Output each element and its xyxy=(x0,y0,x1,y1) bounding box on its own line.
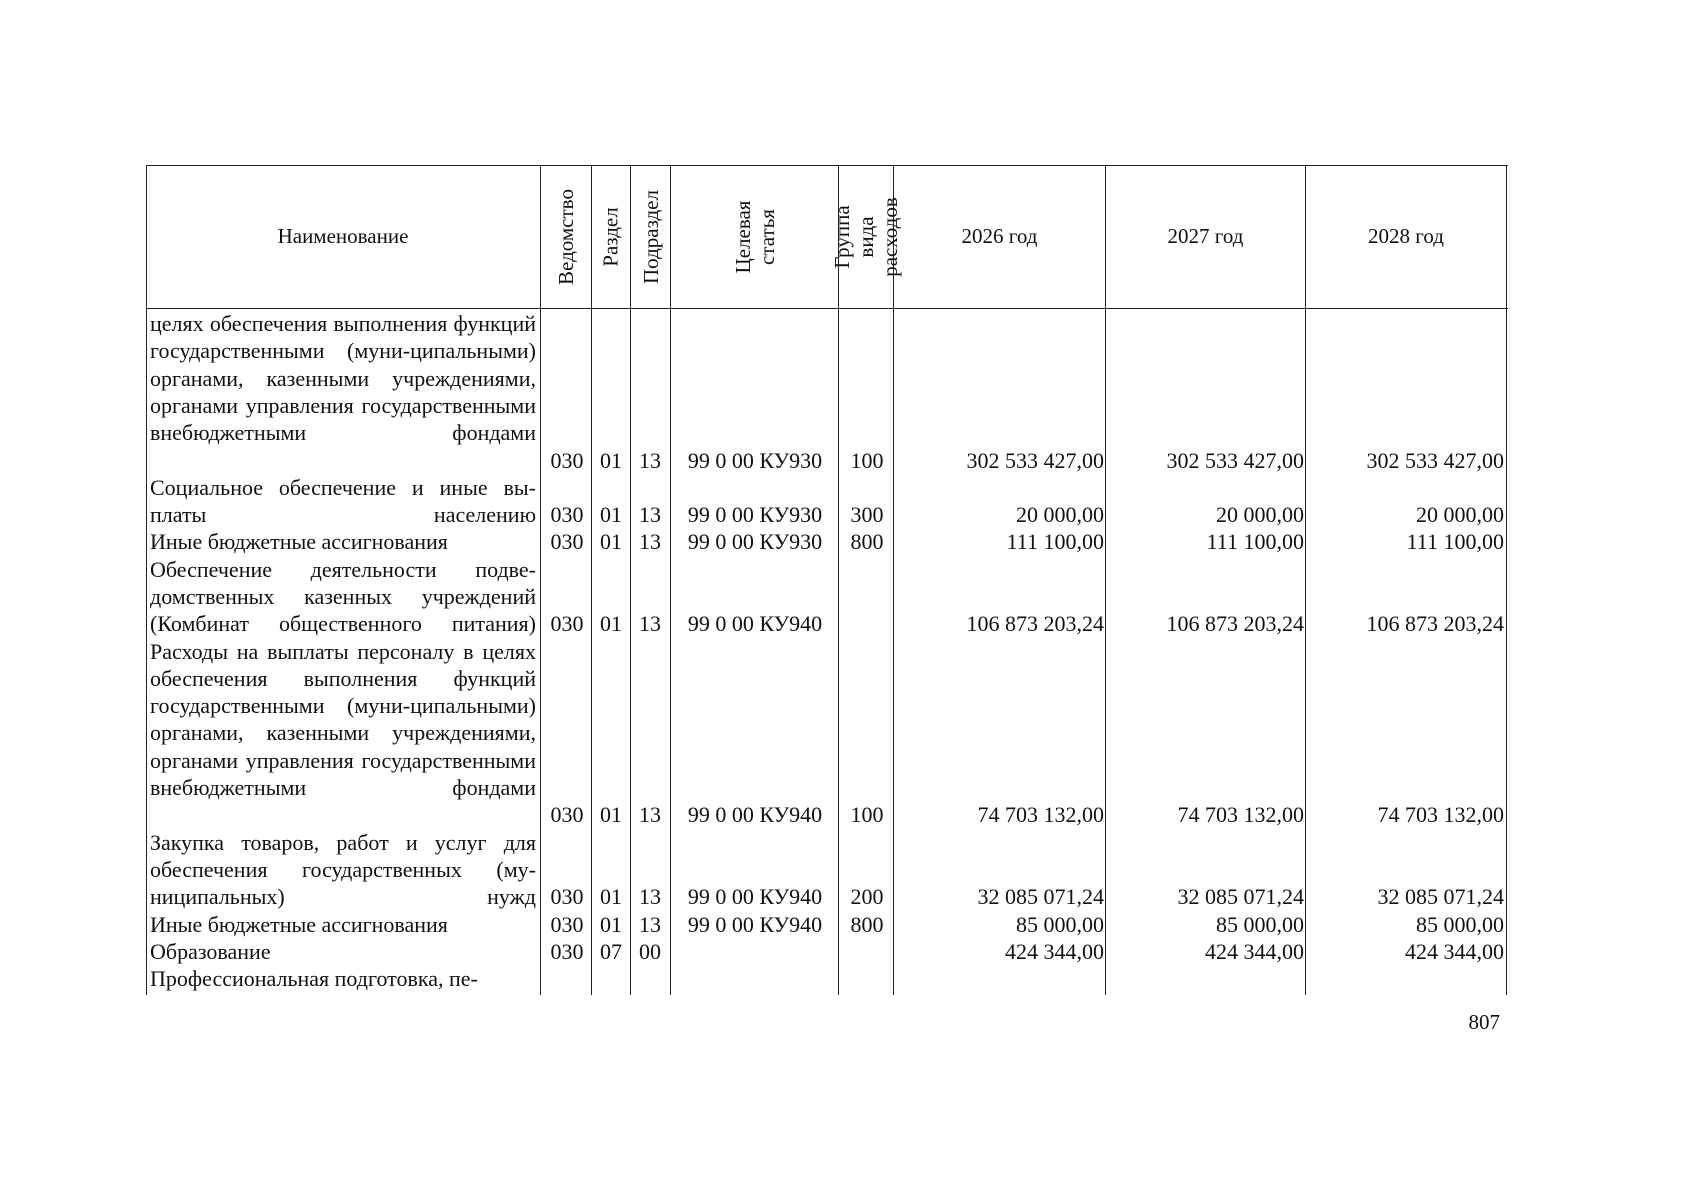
header-celevaya-statya: Целевая статья xyxy=(730,200,779,273)
razdel-cell: 01 xyxy=(600,802,622,828)
vedomstvo-cell: 030 xyxy=(550,447,584,473)
celevaya-cell: 99 0 00 КУ930 xyxy=(687,447,823,473)
gruppa-cell: 100 xyxy=(850,802,884,828)
amount-2027-cell: 302 533 427,00 xyxy=(1166,447,1304,473)
vedomstvo-cell: 030 xyxy=(550,911,584,937)
podrazdel-cell: 13 xyxy=(639,802,661,828)
table-row xyxy=(146,911,1508,938)
vedomstvo-cell: 030 xyxy=(550,529,584,555)
header-2027: 2027 год xyxy=(1167,224,1244,248)
celevaya-cell: 99 0 00 КУ930 xyxy=(687,502,823,528)
amount-2026-cell: 106 873 203,24 xyxy=(966,611,1104,637)
razdel-cell: 01 xyxy=(600,529,622,555)
row-name: Закупка товаров, работ и услуг для обеспечения государственных (му-ниципальных) нужд xyxy=(150,829,536,910)
table-row xyxy=(146,310,1508,474)
row-name: целях обеспечения выполнения функций государственными (муни-ципальными) органами, казенными учреждениями, органами управления государственными внебюджетными фондами xyxy=(150,311,536,446)
amount-2026-cell: 424 344,00 xyxy=(1005,938,1104,964)
header-gruppa-vida-rashodov: Группа вида расходов xyxy=(830,196,902,277)
row-name: Иные бюджетные ассигнования xyxy=(150,529,448,555)
table-row xyxy=(146,638,1508,829)
amount-2027-cell: 85 000,00 xyxy=(1216,911,1304,937)
vedomstvo-cell: 030 xyxy=(550,884,584,910)
vedomstvo-cell: 030 xyxy=(550,938,584,964)
amount-2028-cell: 302 533 427,00 xyxy=(1366,447,1504,473)
row-name: Иные бюджетные ассигнования xyxy=(150,911,448,937)
table-row xyxy=(146,938,1508,965)
header-name: Наименование xyxy=(277,224,409,248)
amount-2028-cell: 85 000,00 xyxy=(1416,911,1504,937)
celevaya-cell: 99 0 00 КУ940 xyxy=(687,611,823,637)
razdel-cell: 01 xyxy=(600,447,622,473)
amount-2028-cell: 424 344,00 xyxy=(1405,938,1504,964)
podrazdel-cell: 00 xyxy=(639,938,661,964)
amount-2026-cell: 111 100,00 xyxy=(1006,529,1104,555)
amount-2027-cell: 74 703 132,00 xyxy=(1177,802,1304,828)
table-row xyxy=(146,829,1508,911)
row-name: Социальное обеспечение и иные вы-платы населению xyxy=(150,474,536,528)
vedomstvo-cell: 030 xyxy=(550,802,584,828)
row-name: Обеспечение деятельности подве-домственных казенных учреждений (Комбинат общественного питания) xyxy=(150,556,536,637)
table-row xyxy=(146,474,1508,529)
amount-2027-cell: 32 085 071,24 xyxy=(1177,884,1304,910)
header-razdel: Раздел xyxy=(599,206,623,267)
razdel-cell: 01 xyxy=(600,884,622,910)
header-2026: 2026 год xyxy=(961,224,1038,248)
table-row xyxy=(146,556,1508,638)
amount-2028-cell: 20 000,00 xyxy=(1416,502,1504,528)
podrazdel-cell: 13 xyxy=(639,884,661,910)
razdel-cell: 01 xyxy=(600,502,622,528)
gruppa-cell: 300 xyxy=(850,502,884,528)
razdel-cell: 01 xyxy=(600,611,622,637)
amount-2027-cell: 20 000,00 xyxy=(1216,502,1304,528)
razdel-cell: 01 xyxy=(600,911,622,937)
amount-2028-cell: 106 873 203,24 xyxy=(1366,611,1504,637)
table-row xyxy=(146,528,1508,555)
amount-2026-cell: 74 703 132,00 xyxy=(977,802,1104,828)
budget-table xyxy=(146,165,1508,995)
celevaya-cell: 99 0 00 КУ940 xyxy=(687,884,823,910)
gruppa-cell: 800 xyxy=(850,529,884,555)
celevaya-cell: 99 0 00 КУ940 xyxy=(687,802,823,828)
razdel-cell: 07 xyxy=(600,938,622,964)
amount-2027-cell: 111 100,00 xyxy=(1206,529,1304,555)
amount-2026-cell: 85 000,00 xyxy=(1016,911,1104,937)
amount-2026-cell: 32 085 071,24 xyxy=(977,884,1104,910)
podrazdel-cell: 13 xyxy=(639,611,661,637)
page-number: 807 xyxy=(1468,1010,1500,1034)
podrazdel-cell: 13 xyxy=(639,502,661,528)
amount-2027-cell: 106 873 203,24 xyxy=(1166,611,1304,637)
amount-2027-cell: 424 344,00 xyxy=(1205,938,1304,964)
header-podrazdel: Подраздел xyxy=(638,189,663,284)
amount-2026-cell: 20 000,00 xyxy=(1016,502,1104,528)
row-name: Расходы на выплаты персоналу в целях обеспечения выполнения функций государственными (муни-ципальными) органами, казенными учреждениями, органами управления государственными внебюджетными фондами xyxy=(150,638,536,801)
celevaya-cell: 99 0 00 КУ930 xyxy=(687,529,823,555)
gruppa-cell: 800 xyxy=(850,911,884,937)
amount-2028-cell: 111 100,00 xyxy=(1406,529,1504,555)
podrazdel-cell: 13 xyxy=(639,447,661,473)
header-bottom-border xyxy=(146,308,1508,309)
amount-2028-cell: 32 085 071,24 xyxy=(1377,884,1504,910)
celevaya-cell: 99 0 00 КУ940 xyxy=(687,911,823,937)
row-name: Образование xyxy=(150,938,271,964)
amount-2026-cell: 302 533 427,00 xyxy=(966,447,1104,473)
table-row xyxy=(146,965,1508,992)
gruppa-cell: 100 xyxy=(850,447,884,473)
header-2028: 2028 год xyxy=(1368,224,1444,248)
amount-2028-cell: 74 703 132,00 xyxy=(1377,802,1504,828)
podrazdel-cell: 13 xyxy=(639,911,661,937)
vedomstvo-cell: 030 xyxy=(550,611,584,637)
row-name: Профессиональная подготовка, пе- xyxy=(150,966,478,992)
vedomstvo-cell: 030 xyxy=(550,502,584,528)
header-vedomstvo: Ведомство xyxy=(554,188,578,285)
gruppa-cell: 200 xyxy=(850,884,884,910)
podrazdel-cell: 13 xyxy=(639,529,661,555)
